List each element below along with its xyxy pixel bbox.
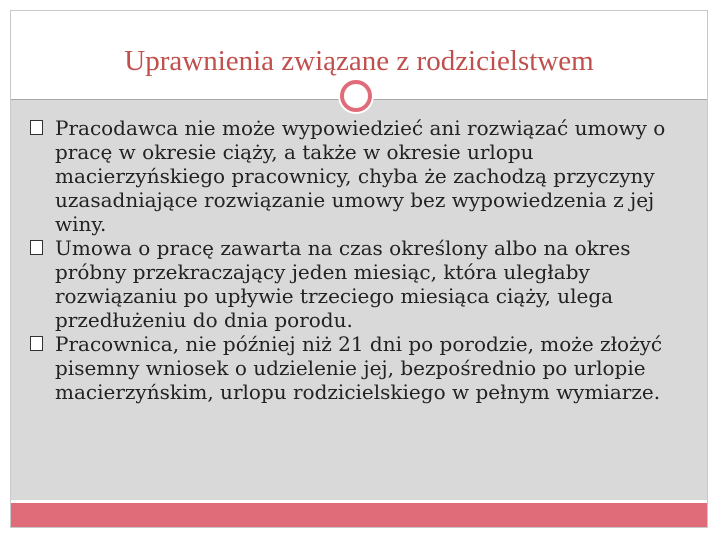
bullet-item bbox=[30, 332, 690, 404]
bullet-item bbox=[30, 116, 690, 236]
bullet-list bbox=[30, 116, 690, 404]
footer-bar bbox=[11, 503, 707, 527]
square-bullet-icon bbox=[30, 120, 43, 135]
bullet-text: Umowa o pracę zawarta na czas określony albo na okres próbny przekraczający jeden miesiąc, która uległaby rozwiązaniu po upływie trzeciego miesiąca ciąży, ulega przedłużeniu do dnia porodu. bbox=[55, 236, 631, 332]
bullet-item bbox=[30, 236, 690, 332]
square-bullet-icon bbox=[30, 240, 43, 255]
ring-icon bbox=[340, 80, 372, 112]
bullet-text: Pracownica, nie później niż 21 dni po porodzie, może złożyć pisemny wniosek o udzielenie jej, bezpośrednio po urlopie macierzyńskim, urlopu rodzicielskiego w pełnym wymiarze. bbox=[55, 332, 663, 404]
bullet-text: Pracodawca nie może wypowiedzieć ani rozwiązać umowy o pracę w okresie ciąży, a także w okresie urlopu macierzyńskiego pracownicy, chyba że zachodzą przyczyny uzasadniające rozwiązanie umowy bez wypowiedzenia z jej winy. bbox=[55, 116, 666, 236]
slide-title: Uprawnienia związane z rodzicielstwem bbox=[124, 45, 594, 77]
square-bullet-icon bbox=[30, 336, 43, 351]
